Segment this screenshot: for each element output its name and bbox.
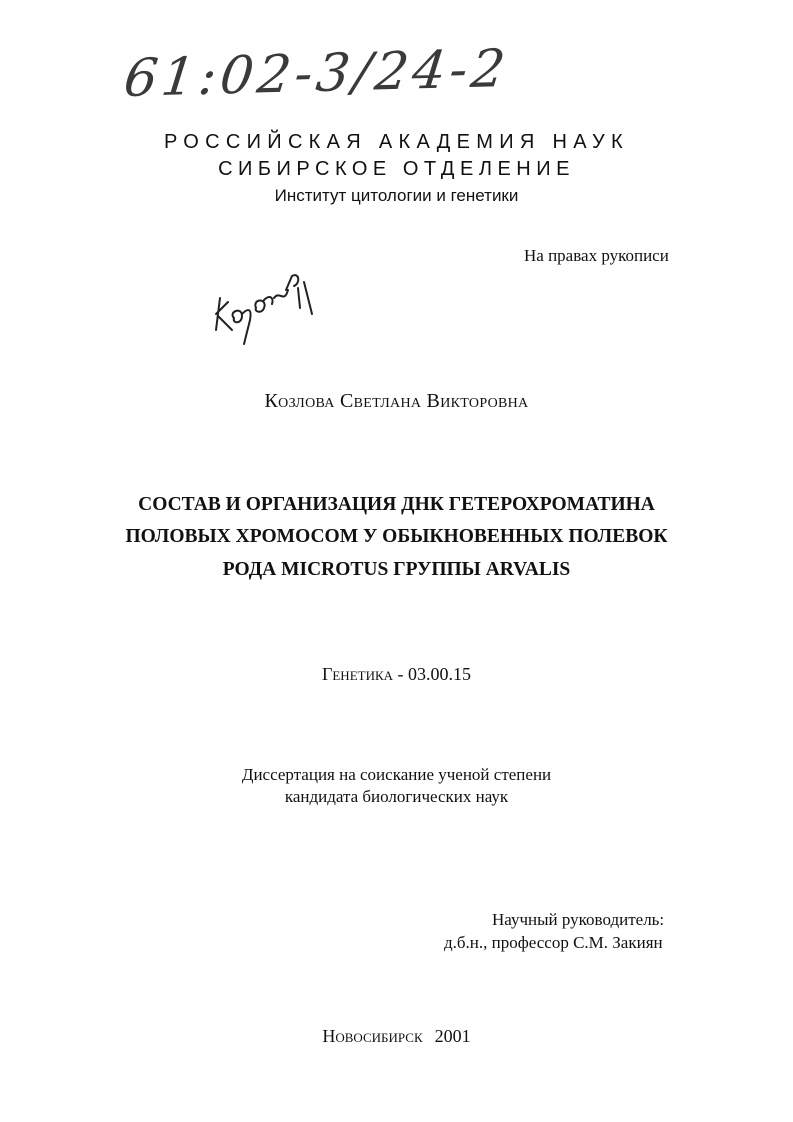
handwritten-signature xyxy=(212,268,322,348)
degree-line: Диссертация на соискание ученой степени xyxy=(241,765,552,784)
organization-branch: СИБИРСКОЕ ОТДЕЛЕНИЕ xyxy=(218,158,575,180)
degree-line: кандидата биологических наук xyxy=(284,787,509,806)
organization-academy: РОССИЙСКАЯ АКАДЕМИЯ НАУК xyxy=(164,131,629,153)
organization-institute: Институт цитологии и генетики xyxy=(274,186,519,205)
supervisor-label: Научный руководитель: xyxy=(492,910,665,929)
dissertation-title-line: СОСТАВ И ОРГАНИЗАЦИЯ ДНК ГЕТЕРОХРОМАТИНА xyxy=(138,494,655,515)
supervisor-name: д.б.н., профессор С.М. Закиян xyxy=(444,933,663,952)
city-year xyxy=(0,1026,793,1047)
specialty-code: 03.00.15 xyxy=(408,664,472,684)
city: Новосибирск xyxy=(322,1026,423,1046)
dissertation-title-line: ПОЛОВЫХ ХРОМОСОМ У ОБЫКНОВЕННЫХ ПОЛЕВОК xyxy=(125,526,668,547)
rights-note: На правах рукописи xyxy=(524,246,669,265)
year: 2001 xyxy=(434,1026,471,1046)
handwritten-archive-code: 61:02-3/24-2 xyxy=(120,38,512,110)
author-name: Козлова Светлана Викторовна xyxy=(264,390,529,412)
specialty xyxy=(0,664,793,685)
specialty-separator: - xyxy=(393,664,409,684)
specialty-name: Генетика xyxy=(321,664,394,684)
dissertation-title-line: РОДА MICROTUS ГРУППЫ ARVALIS xyxy=(222,559,571,580)
